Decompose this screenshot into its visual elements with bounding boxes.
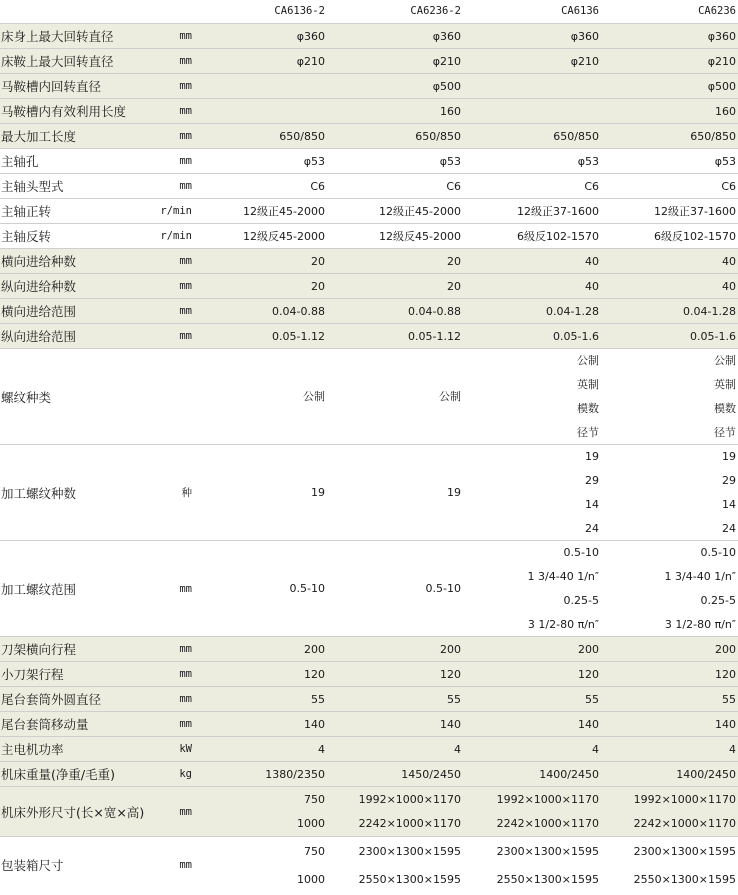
row-label: 横向进给种数 xyxy=(1,254,77,269)
value-cell xyxy=(192,837,325,893)
table-row xyxy=(0,273,738,298)
value-line: 19 xyxy=(447,486,461,499)
value-cell: 55 xyxy=(585,692,599,706)
table-row xyxy=(0,540,738,636)
row-unit: mm xyxy=(179,668,192,680)
value-cell: C6 xyxy=(721,179,736,193)
row-unit: mm xyxy=(179,305,192,317)
row-label: 主轴正转 xyxy=(1,204,52,219)
value-line: 29 xyxy=(585,474,599,488)
value-cell: 20 xyxy=(447,279,461,293)
table-row xyxy=(0,73,738,98)
row-label: 加工螺纹种数 xyxy=(1,485,77,501)
table-row xyxy=(0,198,738,223)
row-unit: mm xyxy=(179,55,192,67)
value-cell xyxy=(599,541,736,636)
col-header: CA6236 xyxy=(698,5,736,17)
value-cell: 0.04-0.88 xyxy=(272,304,325,318)
value-cell: 55 xyxy=(311,692,325,706)
table-row xyxy=(0,173,738,198)
value-cell: 55 xyxy=(447,692,461,706)
value-line: 3 1/2-80 π/n″ xyxy=(664,617,736,631)
row-label: 机床重量(净重/毛重) xyxy=(1,767,115,782)
table-row xyxy=(0,686,738,711)
value-line: 2300×1300×1595 xyxy=(633,844,736,858)
value-cell: φ360 xyxy=(296,29,325,43)
table-row xyxy=(0,123,738,148)
value-cell xyxy=(461,99,599,123)
row-label: 床身上最大回转直径 xyxy=(1,29,114,44)
value-line: 英制 xyxy=(577,378,599,392)
value-cell: 4 xyxy=(729,742,736,756)
value-line: 公制 xyxy=(714,354,736,368)
value-cell: φ53 xyxy=(714,154,736,168)
value-line: 1992×1000×1170 xyxy=(633,792,736,806)
value-cell xyxy=(461,787,599,836)
table-row xyxy=(0,761,738,786)
value-cell: 0.04-1.28 xyxy=(683,304,736,318)
row-label: 尾台套筒外圆直径 xyxy=(1,692,102,707)
value-cell: φ210 xyxy=(570,54,599,68)
value-cell xyxy=(192,99,325,123)
value-cell xyxy=(192,541,325,636)
row-unit: mm xyxy=(179,155,192,167)
table-row xyxy=(0,23,738,48)
value-cell xyxy=(599,787,736,836)
value-line: 0.5-10 xyxy=(700,546,736,560)
table-row xyxy=(0,636,738,661)
table-row xyxy=(0,836,738,893)
value-cell: φ360 xyxy=(432,29,461,43)
value-cell: 6级反102-1570 xyxy=(517,230,599,243)
value-line: 2550×1300×1595 xyxy=(358,872,461,886)
row-unit: mm xyxy=(179,805,192,818)
value-line: 径节 xyxy=(714,425,736,439)
row-unit: kg xyxy=(179,768,192,780)
value-line: 750 xyxy=(304,844,325,858)
value-line: 3 1/2-80 π/n″ xyxy=(527,617,599,631)
row-label: 纵向进给范围 xyxy=(1,329,77,344)
value-line: 公制 xyxy=(577,354,599,368)
row-unit: mm xyxy=(179,80,192,92)
row-unit: mm xyxy=(179,30,192,42)
row-unit: mm xyxy=(179,130,192,142)
row-unit: mm xyxy=(179,255,192,267)
value-cell: 140 xyxy=(578,717,599,731)
value-line: 公制 xyxy=(303,390,325,403)
row-label: 马鞍槽内有效利用长度 xyxy=(1,104,127,119)
value-cell: 140 xyxy=(715,717,736,731)
row-label: 加工螺纹范围 xyxy=(1,581,77,597)
value-line: 19 xyxy=(311,486,325,499)
value-cell: 12级反45-2000 xyxy=(379,230,461,243)
value-cell xyxy=(325,349,461,444)
value-cell: 40 xyxy=(722,279,736,293)
value-cell: 4 xyxy=(318,742,325,756)
value-line: 径节 xyxy=(577,425,599,439)
col-header: CA6136-2 xyxy=(274,5,325,17)
row-unit: 种 xyxy=(181,487,192,499)
value-line: 1992×1000×1170 xyxy=(358,792,461,806)
value-cell: 1400/2450 xyxy=(539,767,599,781)
value-cell: φ210 xyxy=(296,54,325,68)
row-unit: mm xyxy=(179,180,192,192)
value-cell xyxy=(192,787,325,836)
row-label: 横向进给范围 xyxy=(1,304,77,319)
value-cell: 200 xyxy=(578,642,599,656)
value-cell: 200 xyxy=(304,642,325,656)
value-cell xyxy=(461,541,599,636)
row-unit: r/min xyxy=(160,205,192,217)
value-cell xyxy=(325,541,461,636)
value-cell: 12级正45-2000 xyxy=(243,205,325,218)
value-cell: φ360 xyxy=(570,29,599,43)
value-line: 0.25-5 xyxy=(563,593,599,607)
table-row xyxy=(0,223,738,248)
value-cell: 0.05-1.12 xyxy=(272,329,325,343)
value-cell: 200 xyxy=(440,642,461,656)
table-row xyxy=(0,786,738,836)
value-line: 750 xyxy=(304,792,325,806)
row-label: 刀架横向行程 xyxy=(1,642,77,657)
value-line: 2242×1000×1170 xyxy=(358,817,461,831)
value-cell: φ53 xyxy=(303,154,325,168)
value-line: 模数 xyxy=(577,401,599,415)
value-cell: φ360 xyxy=(707,29,736,43)
row-unit: mm xyxy=(179,330,192,342)
row-label: 马鞍槽内回转直径 xyxy=(1,79,102,94)
table-row xyxy=(0,323,738,348)
value-cell: C6 xyxy=(310,179,325,193)
value-cell: 40 xyxy=(722,254,736,268)
value-line: 14 xyxy=(585,497,599,511)
table-row xyxy=(0,98,738,123)
value-cell: 200 xyxy=(715,642,736,656)
row-unit: mm xyxy=(179,859,192,871)
table-row xyxy=(0,148,738,173)
value-cell: 55 xyxy=(722,692,736,706)
value-cell xyxy=(461,349,599,444)
table-row xyxy=(0,248,738,273)
value-line: 2300×1300×1595 xyxy=(496,844,599,858)
value-cell xyxy=(461,445,599,540)
row-label: 纵向进给种数 xyxy=(1,279,77,294)
value-cell: φ500 xyxy=(432,79,461,93)
value-cell: C6 xyxy=(446,179,461,193)
value-cell: 12级正37-1600 xyxy=(517,205,599,218)
value-cell: 0.05-1.12 xyxy=(408,329,461,343)
value-line: 24 xyxy=(722,521,736,535)
value-cell: 1400/2450 xyxy=(676,767,736,781)
value-cell xyxy=(325,787,461,836)
row-unit: mm xyxy=(179,105,192,117)
value-cell: φ210 xyxy=(707,54,736,68)
table-row xyxy=(0,711,738,736)
col-header: CA6236-2 xyxy=(410,5,461,17)
value-line: 14 xyxy=(722,497,736,511)
value-cell: 20 xyxy=(311,279,325,293)
value-line: 2550×1300×1595 xyxy=(496,872,599,886)
value-line: 19 xyxy=(722,450,736,464)
table-row xyxy=(0,348,738,444)
value-line: 英制 xyxy=(714,378,736,392)
value-cell xyxy=(325,837,461,893)
row-label: 床鞍上最大回转直径 xyxy=(1,54,114,69)
value-line: 0.5-10 xyxy=(425,582,461,595)
table-row xyxy=(0,444,738,540)
value-cell: 4 xyxy=(454,742,461,756)
row-label: 小刀架行程 xyxy=(1,667,64,682)
value-line: 2242×1000×1170 xyxy=(496,817,599,831)
table-body xyxy=(0,23,738,893)
value-cell: 12级正37-1600 xyxy=(654,205,736,218)
value-cell: 650/850 xyxy=(553,129,599,143)
value-cell: 120 xyxy=(578,667,599,681)
value-cell xyxy=(325,445,461,540)
value-line: 1 3/4-40 1/n″ xyxy=(664,570,736,584)
value-cell xyxy=(192,349,325,444)
row-unit: mm xyxy=(179,280,192,292)
row-unit: mm xyxy=(179,693,192,705)
value-cell: 140 xyxy=(304,717,325,731)
table-row xyxy=(0,298,738,323)
value-cell: 160 xyxy=(440,104,461,118)
value-cell: 20 xyxy=(311,254,325,268)
value-cell xyxy=(192,74,325,98)
value-cell: 40 xyxy=(585,254,599,268)
value-cell xyxy=(599,445,736,540)
value-line: 1000 xyxy=(297,872,325,886)
value-cell: C6 xyxy=(584,179,599,193)
value-cell: 120 xyxy=(304,667,325,681)
value-cell: 12级反45-2000 xyxy=(243,230,325,243)
value-cell: 0.04-0.88 xyxy=(408,304,461,318)
value-line: 19 xyxy=(585,450,599,464)
value-cell: 650/850 xyxy=(415,129,461,143)
value-cell: 6级反102-1570 xyxy=(654,230,736,243)
value-line: 模数 xyxy=(714,401,736,415)
row-unit: r/min xyxy=(160,230,192,242)
value-line: 1992×1000×1170 xyxy=(496,792,599,806)
row-label: 尾台套筒移动量 xyxy=(1,717,89,732)
value-cell: 140 xyxy=(440,717,461,731)
value-cell: φ500 xyxy=(707,79,736,93)
value-line: 1 3/4-40 1/n″ xyxy=(527,570,599,584)
value-cell: φ53 xyxy=(577,154,599,168)
row-label: 最大加工长度 xyxy=(1,129,77,144)
value-cell xyxy=(599,349,736,444)
value-line: 0.5-10 xyxy=(563,546,599,560)
value-cell xyxy=(461,837,599,893)
value-cell: 0.05-1.6 xyxy=(690,329,736,343)
value-cell xyxy=(599,837,736,893)
value-cell: 120 xyxy=(715,667,736,681)
value-cell: 160 xyxy=(715,104,736,118)
value-line: 公制 xyxy=(439,390,461,403)
value-cell xyxy=(461,74,599,98)
row-unit: mm xyxy=(179,643,192,655)
value-cell: 1380/2350 xyxy=(265,767,325,781)
row-label: 包装箱尺寸 xyxy=(1,858,64,873)
row-label: 机床外形尺寸(长×宽×高) xyxy=(1,804,145,820)
table-row xyxy=(0,48,738,73)
value-line: 0.5-10 xyxy=(289,582,325,595)
value-line: 0.25-5 xyxy=(700,593,736,607)
value-cell: 12级正45-2000 xyxy=(379,205,461,218)
value-line: 1000 xyxy=(297,817,325,831)
value-line: 2242×1000×1170 xyxy=(633,817,736,831)
table-row xyxy=(0,736,738,761)
row-label: 主轴孔 xyxy=(1,154,39,169)
row-label: 主轴反转 xyxy=(1,229,52,244)
col-header: CA6136 xyxy=(561,5,599,17)
row-label: 螺纹种类 xyxy=(1,389,52,405)
value-line: 24 xyxy=(585,521,599,535)
row-unit: mm xyxy=(179,582,192,595)
value-cell: φ53 xyxy=(439,154,461,168)
value-line: 2550×1300×1595 xyxy=(633,872,736,886)
value-cell: 20 xyxy=(447,254,461,268)
value-cell: 650/850 xyxy=(690,129,736,143)
row-unit: kW xyxy=(179,743,192,755)
table-row xyxy=(0,661,738,686)
table-header xyxy=(0,0,738,23)
value-cell: 650/850 xyxy=(279,129,325,143)
value-cell: 0.05-1.6 xyxy=(553,329,599,343)
value-line: 2300×1300×1595 xyxy=(358,844,461,858)
row-label: 主轴头型式 xyxy=(1,179,64,194)
row-unit xyxy=(152,349,192,444)
value-line: 29 xyxy=(722,474,736,488)
value-cell: 120 xyxy=(440,667,461,681)
value-cell xyxy=(192,445,325,540)
value-cell: 0.04-1.28 xyxy=(546,304,599,318)
row-label: 主电机功率 xyxy=(1,742,64,757)
value-cell: φ210 xyxy=(432,54,461,68)
value-cell: 40 xyxy=(585,279,599,293)
value-cell: 4 xyxy=(592,742,599,756)
value-cell: 1450/2450 xyxy=(401,767,461,781)
row-unit: mm xyxy=(179,718,192,730)
